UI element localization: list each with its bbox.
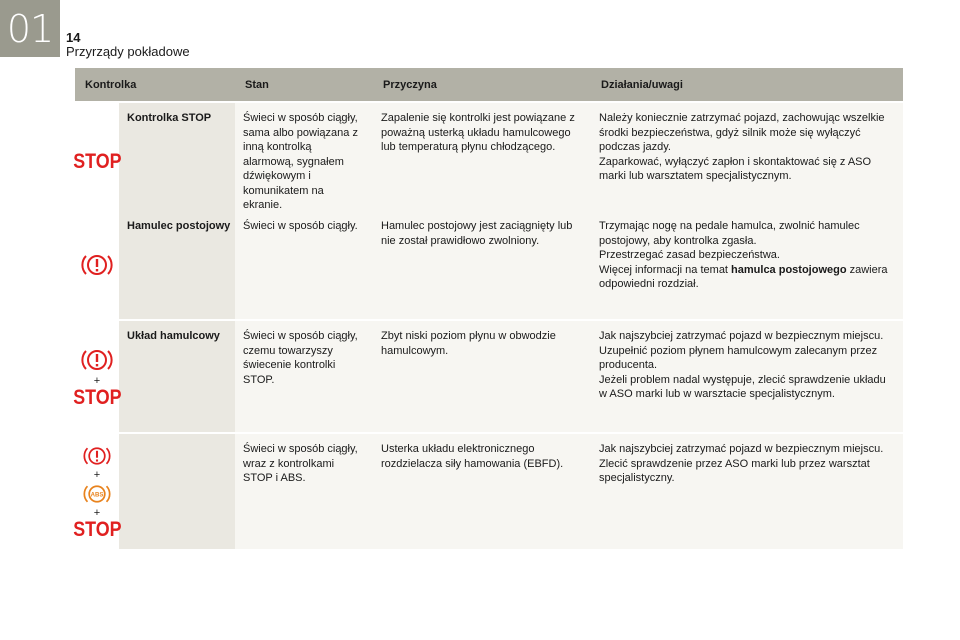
warning-name: Hamulec postojowy xyxy=(119,211,235,319)
warning-state: Świeci w sposób ciągły. xyxy=(235,211,373,319)
warning-state: Świeci w sposób ciągły, czemu towarzyszy świecenie kontrolki STOP. xyxy=(235,321,373,432)
brake-warning-icon xyxy=(79,250,115,280)
table-row xyxy=(75,209,903,319)
abs-label: ABS xyxy=(90,492,104,499)
icon-cell xyxy=(75,211,119,319)
icon-cell xyxy=(72,434,122,549)
stop-warning-icon: STOP xyxy=(72,517,122,541)
warning-action: Jak najszybciej zatrzymać pojazd w bezpiecznym miejscu. Zlecić sprawdzenie przez ASO marki lub przez warsztat specjalistyczny. xyxy=(591,434,903,549)
action-text: Trzymając nogę na pedale hamulca, zwolnić hamulec postojowy, aby kontrolka zgasła. Przestrzegać zasad bezpieczeństwa. Więcej informacji na temat xyxy=(599,220,860,276)
column-header-stan: Stan xyxy=(245,78,269,91)
warning-cause: Usterka układu elektronicznego rozdzielacza siły hamowania (EBFD). xyxy=(373,434,591,549)
plus-sign: + xyxy=(93,468,101,481)
icon-cell xyxy=(72,103,122,221)
action-link-text: hamulca postojowego xyxy=(731,263,847,276)
warning-name xyxy=(119,434,235,549)
table-row xyxy=(72,101,903,211)
section-title: Przyrządy pokładowe xyxy=(66,44,190,59)
column-header-dzialania: Działania/uwagi xyxy=(601,78,683,91)
warning-action: Jak najszybciej zatrzymać pojazd w bezpiecznym miejscu. Uzupełnić poziom płynem hamulcowym zalecanym przez producenta. Jeżeli problem nadal występuje, zlecić sprawdzenie układu w ASO marki lub w warsztacie specjalistycznym. xyxy=(591,321,903,432)
chapter-tab xyxy=(0,0,60,57)
table-row xyxy=(72,319,903,432)
table-header xyxy=(75,68,903,101)
warning-name: Układ hamulcowy xyxy=(119,321,235,432)
warning-lights-table xyxy=(72,68,903,549)
warning-state: Świeci w sposób ciągły, sama albo powiązana z inną kontrolką alarmową, sygnałem dźwiękowym i komunikatem na ekranie. xyxy=(235,103,373,221)
stop-warning-icon: STOP xyxy=(72,385,122,409)
table-row xyxy=(72,432,903,549)
warning-cause: Zapalenie się kontrolki jest powiązane z poważną usterką układu hamulcowego lub temperaturą płynu chłodzącego. xyxy=(373,103,591,221)
warning-cause: Zbyt niski poziom płynu w obwodzie hamulcowym. xyxy=(373,321,591,432)
warning-action xyxy=(591,211,903,319)
warning-name: Kontrolka STOP xyxy=(119,103,235,221)
warning-state: Świeci w sposób ciągły, wraz z kontrolkami STOP i ABS. xyxy=(235,434,373,549)
plus-sign: + xyxy=(93,374,101,387)
chapter-number: 01 xyxy=(6,6,54,51)
icon-cell xyxy=(72,321,122,432)
abs-warning-icon xyxy=(79,481,115,507)
page-number: 14 xyxy=(66,30,81,45)
column-header-kontrolka: Kontrolka xyxy=(85,78,137,91)
plus-sign: + xyxy=(93,506,101,519)
brake-warning-icon xyxy=(79,345,115,375)
warning-cause: Hamulec postojowy jest zaciągnięty lub nie został prawidłowo zwolniony. xyxy=(373,211,591,319)
action-tail-text: zawiera odpowiedni rozdział. xyxy=(599,263,888,290)
column-header-przyczyna: Przyczyna xyxy=(383,78,437,91)
warning-action: Należy koniecznie zatrzymać pojazd, zachowując wszelkie środki bezpieczeństwa, gdyż silnik może się wyłączyć podczas jazdy. Zaparkować, wyłączyć zapłon i skontaktować się z ASO marki lub warsztatem specjalistycznym. xyxy=(591,103,903,221)
stop-warning-icon: STOP xyxy=(72,149,122,173)
brake-warning-icon xyxy=(79,443,115,469)
